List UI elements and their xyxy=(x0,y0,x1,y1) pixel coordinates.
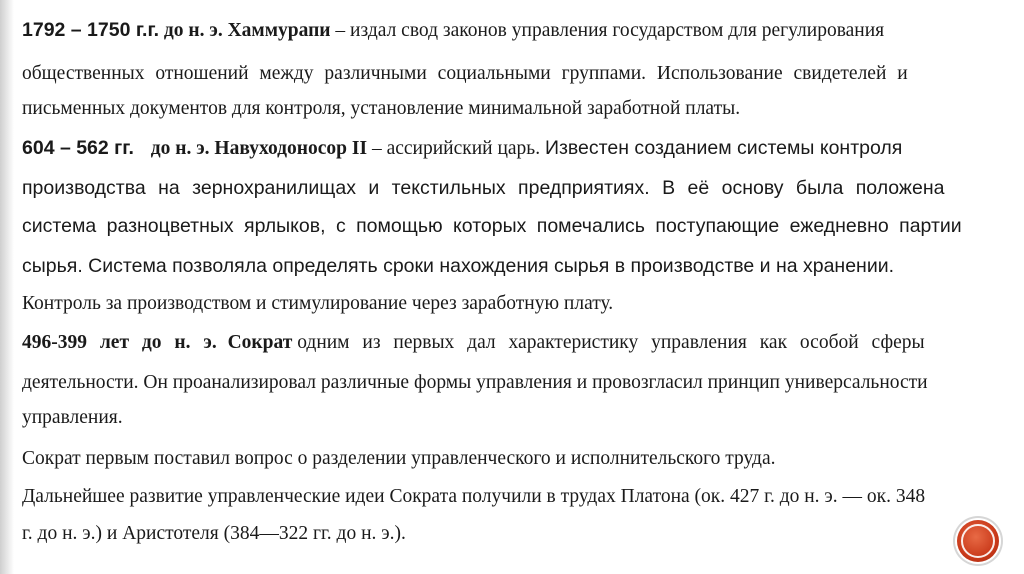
circle-next-icon[interactable] xyxy=(957,520,999,562)
socrates-line-2: деятельности. Он проанализировал различные формы управления и провозгласил принцип универсальности xyxy=(22,372,928,393)
further-line-2: г. до н. э.) и Аристотеля (384—322 гг. до н. э.). xyxy=(22,523,406,544)
nebuchadnezzar-name: Навуходоносор II xyxy=(214,138,368,159)
nebuchadnezzar-title: – ассирийский царь. xyxy=(371,138,541,159)
socrates-line-3: управления. xyxy=(22,407,123,428)
control-line: Контроль за производством и стимулирование через заработную плату. xyxy=(22,293,614,314)
hammurabi-line-2: общественных отношений между различными социальными группами. Использование свидетелей и xyxy=(22,63,908,84)
nav-button-ring xyxy=(961,524,995,558)
socrates-text: одним из первых дал характеристику управления как особой сферы xyxy=(297,332,925,353)
hammurabi-line-3: письменных документов для контроля, установление минимальной заработной платы. xyxy=(22,98,741,119)
nebuchadnezzar-line-1 xyxy=(22,136,902,161)
nebuchadnezzar-date: 604 – 562 гг. xyxy=(22,137,134,159)
hammurabi-era: до н. э. xyxy=(163,20,223,41)
hammurabi-text: – издал свод законов управления государством для регулирования xyxy=(335,20,885,41)
nebuchadnezzar-era: до н. э. xyxy=(150,138,210,159)
nebuchadnezzar-text: Известен созданием системы контроля xyxy=(544,137,903,159)
nebuchadnezzar-line-4: сырья. Система позволяла определять сроки нахождения сырья в производстве и на хранении. xyxy=(22,255,895,277)
nebuchadnezzar-line-3: система разноцветных ярлыков, с помощью которых помечались поступающие ежедневно партии xyxy=(22,215,962,237)
hammurabi-line-1 xyxy=(22,18,884,43)
nebuchadnezzar-line-2: производства на зернохранилищах и текстильных предприятиях. В её основу была положена xyxy=(22,177,945,199)
slide-shadow-edge xyxy=(0,0,14,574)
further-line-1: Дальнейшее развитие управленческие идеи Сократа получили в трудах Платона (ок. 427 г. до н. э. — ок. 348 xyxy=(22,486,926,507)
hammurabi-date: 1792 – 1750 г.г. xyxy=(22,19,160,41)
socrates-date: 496-399 лет до н. э. xyxy=(22,332,217,353)
socrates-question-line: Сократ первым поставил вопрос о разделении управленческого и исполнительского труда. xyxy=(22,448,776,469)
socrates-name: Сократ xyxy=(227,332,293,353)
hammurabi-name: Хаммурапи xyxy=(227,20,331,41)
socrates-line-1 xyxy=(22,331,925,355)
